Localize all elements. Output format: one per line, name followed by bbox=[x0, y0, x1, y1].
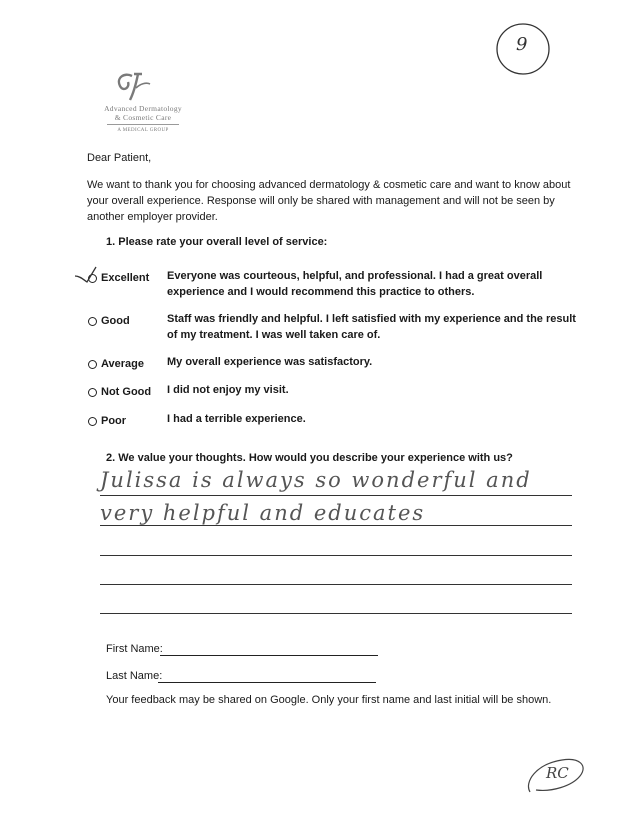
handwritten-answer-line-1: Julissa is always so wonderful and bbox=[100, 468, 532, 492]
rating-option-average[interactable] bbox=[88, 356, 578, 374]
logo-tagline: A MEDICAL GROUP bbox=[117, 128, 169, 133]
rating-label-average: Average bbox=[101, 358, 145, 370]
last-name-label: Last Name: bbox=[106, 670, 163, 682]
rating-desc-average: My overall experience was satisfactory. bbox=[167, 356, 373, 368]
page-number-mark bbox=[494, 20, 552, 78]
rating-desc-good: Staff was friendly and helpful. I left satisfied with my experience and the result of my treatment. I was well taken care of. bbox=[167, 313, 576, 341]
rating-label-not-good: Not Good bbox=[101, 386, 152, 398]
rating-option-excellent[interactable] bbox=[88, 270, 578, 304]
rating-option-poor[interactable] bbox=[88, 413, 578, 431]
page-number-value: 9 bbox=[516, 34, 528, 55]
question-2-label: 2. We value your thoughts. How would you describe your experience with us? bbox=[106, 452, 513, 464]
rating-label-poor: Poor bbox=[101, 415, 127, 427]
initials-text: RC bbox=[546, 764, 569, 782]
answer-line[interactable] bbox=[100, 613, 572, 614]
last-name-field[interactable] bbox=[158, 682, 376, 683]
rating-label-good: Good bbox=[101, 315, 130, 327]
rating-option-not-good[interactable] bbox=[88, 384, 578, 402]
rating-label-excellent: Excellent bbox=[101, 272, 150, 284]
radio-poor[interactable] bbox=[88, 417, 97, 426]
rating-desc-not-good: I did not enjoy my visit. bbox=[167, 384, 289, 396]
answer-line[interactable] bbox=[100, 584, 572, 585]
answer-line[interactable] bbox=[100, 495, 572, 496]
checkmark-icon bbox=[74, 266, 98, 286]
first-name-field[interactable] bbox=[160, 655, 378, 656]
handwritten-answer-line-2: very helpful and educates bbox=[100, 501, 426, 525]
rating-desc-poor: I had a terrible experience. bbox=[167, 413, 306, 425]
rating-option-good[interactable] bbox=[88, 313, 578, 347]
handwritten-initials bbox=[522, 752, 592, 798]
logo-divider bbox=[107, 124, 179, 125]
footer-note: Your feedback may be shared on Google. Only your first name and last initial will be shown. bbox=[106, 694, 552, 706]
rating-desc-excellent: Everyone was courteous, helpful, and professional. I had a great overall experience and I would recommend this practice to others. bbox=[167, 270, 543, 298]
question-1-label: 1. Please rate your overall level of service: bbox=[106, 236, 328, 248]
clinic-logo-icon bbox=[112, 70, 152, 102]
clinic-logo-text bbox=[88, 104, 198, 135]
radio-not-good[interactable] bbox=[88, 388, 97, 397]
radio-good[interactable] bbox=[88, 317, 97, 326]
intro-paragraph: We want to thank you for choosing advanced dermatology & cosmetic care and want to know about your overall experience. Response will only be shared with management and will not be seen by another employer provider. bbox=[87, 179, 571, 223]
greeting: Dear Patient, bbox=[87, 152, 152, 164]
logo-name-line2: & Cosmetic Care bbox=[114, 113, 172, 122]
logo-name-line1: Advanced Dermatology bbox=[104, 104, 182, 113]
answer-line[interactable] bbox=[100, 525, 572, 526]
answer-line[interactable] bbox=[100, 555, 572, 556]
first-name-label: First Name: bbox=[106, 643, 163, 655]
radio-average[interactable] bbox=[88, 360, 97, 369]
